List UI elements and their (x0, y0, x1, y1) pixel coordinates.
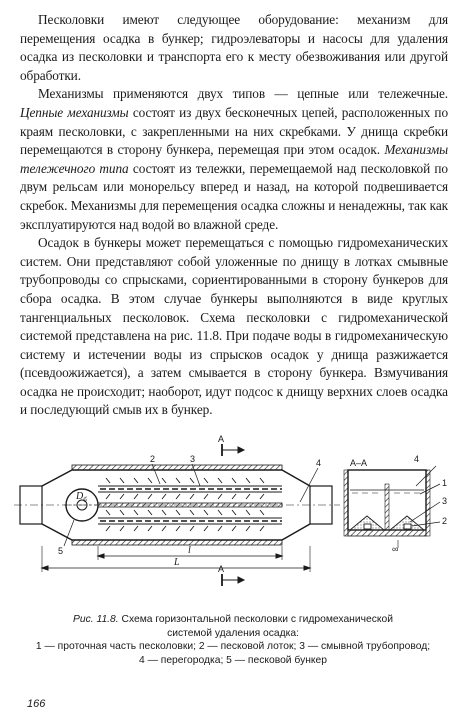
paragraph-hydromechanical: Осадок в бункеры может перемещаться с помощью гидромеханических систем. Они представляют собой уложенные по днищу в лотках смывные трубопроводы со спрысками, сориентированными в сторону бункеров для сбора осадка. В этом случае бункеры выполняются в виде круглых тангенциальных песколовок. Схема песколовки с гидромеханической системой представлена на рис. 11.8. При подаче воды в гидромеханическую систему и истечении воды из спрысков осадок у днища разжижается (псевдоожижается), а затем смывается в сторону бункера. Взмучивания осадка не происходит; наоборот, идут подсос к днищу верхних слоев осадка и последующий смыв их в бункер. (20, 235, 448, 418)
body-text (20, 11, 448, 420)
paragraph-equipment: Песколовки имеют следующее оборудование: механизм для перемещения осадка в бункер; гидроэлеваторы и насосы для удаления осадка из песколовки и транспорта его к месту обезвоживания или другой обработки. (20, 12, 448, 83)
section-title: A–A (350, 458, 368, 468)
caption-line-2: системой удаления осадка: (167, 627, 299, 639)
label-4-plan: 4 (316, 458, 322, 468)
label-2-plan: 2 (150, 454, 156, 464)
label-4-section: 4 (414, 454, 420, 464)
section-mark-top: A (218, 434, 225, 444)
caption-title: Схема горизонтальной песколовки с гидромеханической (118, 614, 393, 625)
label-1-section: 1 (442, 478, 448, 488)
label-3-plan: 3 (190, 454, 196, 464)
figure-caption (8, 613, 458, 667)
paragraph-mechanisms-chain: состоят из двух бесконечных цепей, расположенных по краям песколовки, с закрепленными на них скребками. У днища скребки перемещаются в сторону бункера, перемещая при этом осадок. (20, 104, 449, 158)
label-bunker-diameter: $D_б$ (76, 491, 87, 504)
paragraph-mechanisms-intro: Механизмы применяются двух типов — цепные или тележечные. (38, 86, 448, 102)
term-trolley-mechanisms: Механизмы тележечного типа (20, 142, 448, 176)
label-length-inner: l (188, 545, 191, 556)
caption-line-1 (8, 613, 458, 627)
caption-legend-1: 1 — проточная часть песколовки; 2 — песковой лоток; 3 — смывной трубопровод; (35, 641, 431, 653)
label-width-section: ∞ (392, 544, 399, 554)
caption-label: Рис. 11.8. (73, 614, 119, 625)
caption-legend-2: 4 — перегородка; 5 — песковой бункер (139, 654, 327, 666)
page-number: 166 (27, 698, 46, 710)
section-view (344, 466, 440, 548)
section-mark-bottom: A (218, 564, 225, 574)
term-chain-mechanisms: Цепные механизмы (20, 104, 129, 120)
paragraph-mechanisms-trolley: состоят из тележки, перемещаемой над песколовкой по двум рельсам или монорельсу вперед и назад, на которой подвешивается скребок. Механизмы для перемещения осадка сложны и ненадежны, так как эксплуатируются над водой во влажной среде. (20, 160, 448, 232)
sand-trap-drawing (0, 428, 466, 608)
label-5-plan: 5 (58, 546, 64, 556)
figure-sand-trap-scheme (0, 428, 466, 608)
label-length-outer: L (174, 557, 180, 568)
label-3-section: 3 (442, 496, 448, 506)
label-2-section: 2 (442, 516, 448, 526)
paragraph-mechanisms (20, 85, 448, 234)
